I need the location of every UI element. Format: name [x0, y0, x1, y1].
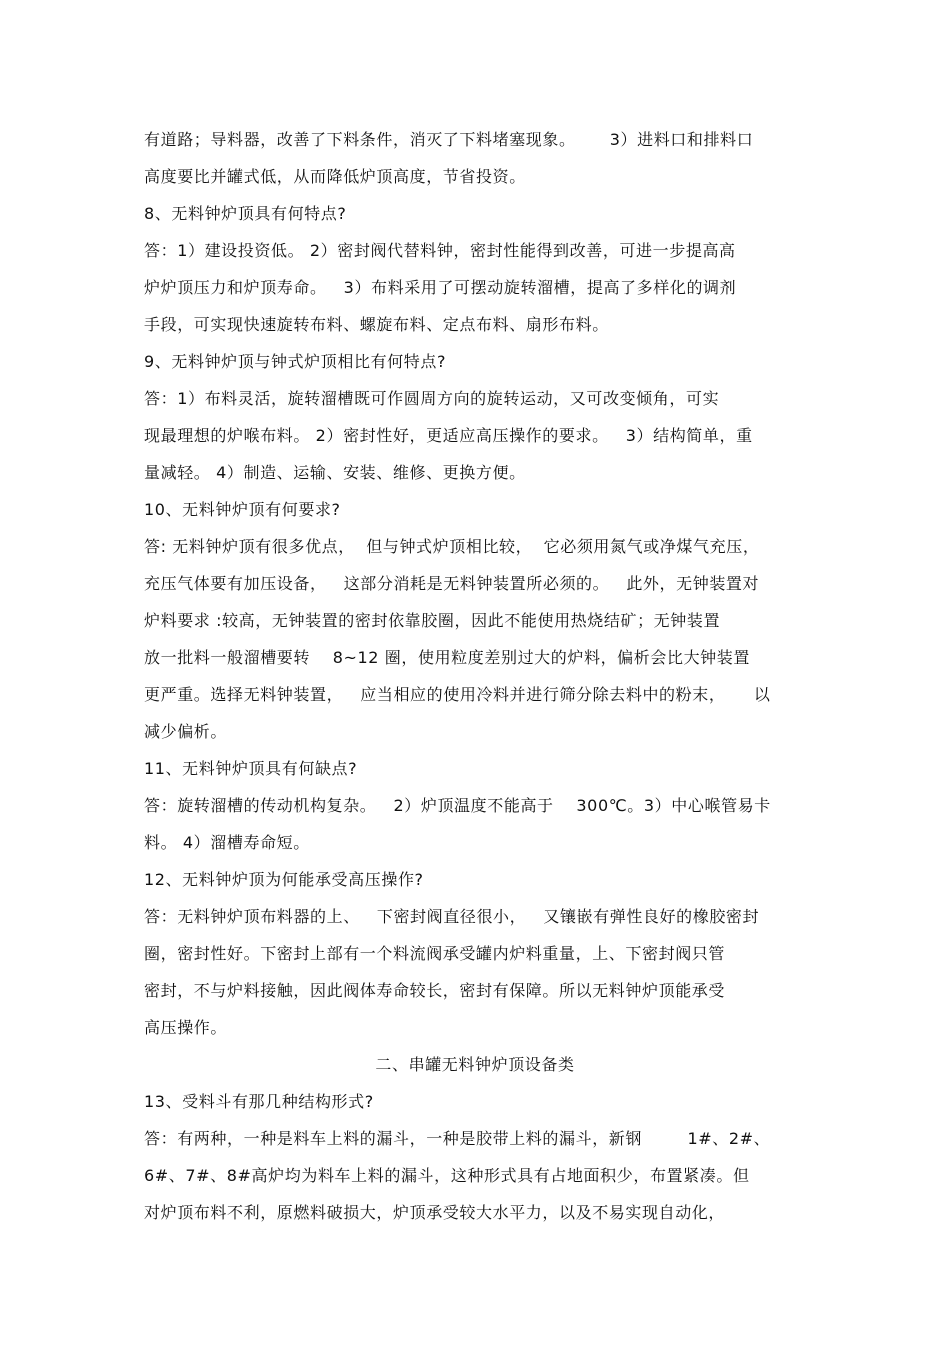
text-line: 高度要比并罐式低，从而降低炉顶高度，节省投资。	[144, 167, 526, 186]
section-heading: 二、串罐无料钟炉顶设备类	[375, 1055, 575, 1074]
question-heading: 12、无料钟炉顶为何能承受高压操作?	[144, 870, 424, 889]
text-line: 答：1）建设投资低。 2）密封阀代替料钟，密封性能得到改善，可进一步提高高	[144, 241, 736, 260]
text-line: 答：有两种，一种是料车上料的漏斗，一种是胶带上料的漏斗，新钢 1#、2#、	[144, 1129, 771, 1148]
text-line: 圈，密封性好。下密封上部有一个料流阀承受罐内炉料重量，上、下密封阀只管	[144, 944, 726, 963]
text-line: 答：旋转溜槽的传动机构复杂。 2）炉顶温度不能高于 300℃。3）中心喉管易卡	[144, 796, 771, 815]
text-line: 密封，不与炉料接触，因此阀体寿命较长，密封有保障。所以无料钟炉顶能承受	[144, 981, 726, 1000]
text-line: 高压操作。	[144, 1018, 228, 1037]
text-line: 现最理想的炉喉布料。 2）密封性好，更适应高压操作的要求。 3）结构简单，重	[144, 426, 753, 445]
question-heading: 13、受料斗有那几种结构形式?	[144, 1092, 374, 1111]
text-line: 炉料要求 :较高，无钟装置的密封依靠胶圈，因此不能使用热烧结矿；无钟装置	[144, 611, 721, 630]
text-line: 答: 无料钟炉顶有很多优点， 但与钟式炉顶相比较， 它必须用氮气或净煤气充压，	[144, 537, 760, 556]
text-line: 有道路；导料器，改善了下料条件，消灭了下料堵塞现象。 3）进料口和排料口	[144, 130, 754, 149]
text-line: 量减轻。 4）制造、运输、安装、维修、更换方便。	[144, 463, 526, 482]
question-heading: 10、无料钟炉顶有何要求?	[144, 500, 341, 519]
text-line: 答：无料钟炉顶布料器的上、 下密封阀直径很小， 又镶嵌有弹性良好的橡胶密封	[144, 907, 760, 926]
text-line: 充压气体要有加压设备， 这部分消耗是无料钟装置所必须的。 此外，无钟装置对	[144, 574, 760, 593]
text-line: 答：1）布料灵活，旋转溜槽既可作圆周方向的旋转运动，又可改变倾角，可实	[144, 389, 720, 408]
text-line: 更严重。选择无料钟装置， 应当相应的使用冷料并进行筛分除去料中的粉末， 以	[144, 685, 771, 704]
question-heading: 8、无料钟炉顶具有何特点?	[144, 204, 347, 223]
text-line: 6#、7#、8#高炉均为料车上料的漏斗，这种形式具有占地面积少，布置紧凑。但	[144, 1166, 750, 1185]
text-line: 料。 4）溜槽寿命短。	[144, 833, 310, 852]
text-line: 放一批料一般溜槽要转 8~12 圈，使用粒度差别过大的炉料，偏析会比大钟装置	[144, 648, 750, 667]
question-heading: 11、无料钟炉顶具有何缺点?	[144, 759, 358, 778]
text-line: 对炉顶布料不利，原燃料破损大，炉顶承受较大水平力，以及不易实现自动化，	[144, 1203, 726, 1222]
text-line: 手段，可实现快速旋转布料、螺旋布料、定点布料、扇形布料。	[144, 315, 609, 334]
question-heading: 9、无料钟炉顶与钟式炉顶相比有何特点?	[144, 352, 447, 371]
text-line: 减少偏析。	[144, 722, 228, 741]
text-line: 炉炉顶压力和炉顶寿命。 3）布料采用了可摆动旋转溜槽，提高了多样化的调剂	[144, 278, 737, 297]
